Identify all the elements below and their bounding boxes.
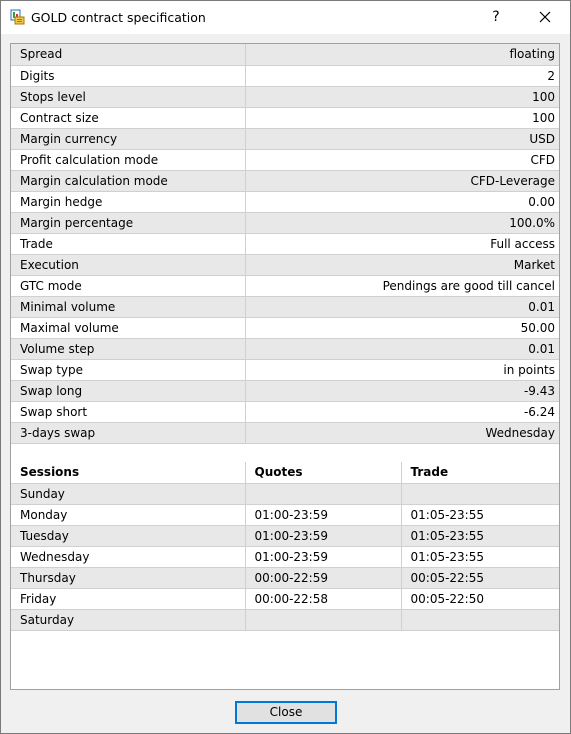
app-icon	[9, 9, 25, 25]
session-day: Monday	[11, 504, 245, 525]
spec-value: -9.43	[245, 380, 559, 401]
session-day: Tuesday	[11, 525, 245, 546]
spec-key: Stops level	[11, 86, 245, 107]
session-quotes: 01:00-23:59	[245, 546, 401, 567]
quotes-header: Quotes	[245, 462, 401, 483]
spec-value: CFD-Leverage	[245, 170, 559, 191]
specification-grid	[10, 43, 560, 690]
spec-row	[11, 275, 559, 296]
session-day: Wednesday	[11, 546, 245, 567]
title-bar	[1, 1, 570, 34]
session-trade	[401, 609, 559, 630]
spec-row	[11, 401, 559, 422]
spec-value: -6.24	[245, 401, 559, 422]
spec-key: Margin percentage	[11, 212, 245, 233]
session-row	[11, 588, 559, 609]
spec-key: Trade	[11, 233, 245, 254]
spec-key: Maximal volume	[11, 317, 245, 338]
session-row	[11, 483, 559, 504]
spec-key: Margin hedge	[11, 191, 245, 212]
session-row	[11, 525, 559, 546]
spec-value: 0.01	[245, 338, 559, 359]
help-button[interactable]: ?	[492, 9, 500, 25]
spec-key: Volume step	[11, 338, 245, 359]
spec-value: 100.0%	[245, 212, 559, 233]
spec-value: Pendings are good till cancel	[245, 275, 559, 296]
spec-key: Contract size	[11, 107, 245, 128]
session-quotes: 01:00-23:59	[245, 525, 401, 546]
session-quotes: 00:00-22:59	[245, 567, 401, 588]
session-trade: 01:05-23:55	[401, 504, 559, 525]
spec-key: Margin currency	[11, 128, 245, 149]
sessions-header: Sessions	[11, 462, 245, 483]
spec-value: 100	[245, 86, 559, 107]
session-quotes	[245, 483, 401, 504]
spec-value: CFD	[245, 149, 559, 170]
spec-value: 100	[245, 107, 559, 128]
session-row	[11, 504, 559, 525]
session-trade	[401, 483, 559, 504]
spec-value: 0.00	[245, 191, 559, 212]
session-row	[11, 567, 559, 588]
spec-row	[11, 191, 559, 212]
spec-row	[11, 359, 559, 380]
spec-value: 0.01	[245, 296, 559, 317]
spec-row	[11, 338, 559, 359]
spec-key: Profit calculation mode	[11, 149, 245, 170]
session-trade: 00:05-22:55	[401, 567, 559, 588]
sessions-table	[11, 462, 559, 631]
spec-key: Swap short	[11, 401, 245, 422]
spec-row	[11, 296, 559, 317]
spec-key: Spread	[11, 44, 245, 65]
spec-table	[11, 44, 559, 444]
session-row	[11, 546, 559, 567]
spec-value: 50.00	[245, 317, 559, 338]
spec-key: Minimal volume	[11, 296, 245, 317]
spec-value: USD	[245, 128, 559, 149]
spec-row	[11, 44, 559, 65]
spec-key: 3-days swap	[11, 422, 245, 443]
spec-key: Execution	[11, 254, 245, 275]
spec-row	[11, 107, 559, 128]
session-quotes	[245, 609, 401, 630]
spec-row	[11, 65, 559, 86]
spec-row	[11, 422, 559, 443]
spec-row	[11, 86, 559, 107]
session-quotes: 00:00-22:58	[245, 588, 401, 609]
spec-key: GTC mode	[11, 275, 245, 296]
spec-row	[11, 233, 559, 254]
spec-row	[11, 128, 559, 149]
spec-row	[11, 149, 559, 170]
sessions-header-row	[11, 462, 559, 483]
spec-value: 2	[245, 65, 559, 86]
session-row	[11, 609, 559, 630]
spec-row	[11, 170, 559, 191]
spec-key: Swap long	[11, 380, 245, 401]
spec-key: Digits	[11, 65, 245, 86]
session-day: Sunday	[11, 483, 245, 504]
spec-value: floating	[245, 44, 559, 65]
session-trade: 00:05-22:50	[401, 588, 559, 609]
trade-header: Trade	[401, 462, 559, 483]
spec-row	[11, 380, 559, 401]
session-trade: 01:05-23:55	[401, 546, 559, 567]
spec-key: Margin calculation mode	[11, 170, 245, 191]
spec-value: Full access	[245, 233, 559, 254]
session-day: Thursday	[11, 567, 245, 588]
spec-key: Swap type	[11, 359, 245, 380]
spec-value: in points	[245, 359, 559, 380]
session-trade: 01:05-23:55	[401, 525, 559, 546]
session-quotes: 01:00-23:59	[245, 504, 401, 525]
session-day: Friday	[11, 588, 245, 609]
spec-value: Wednesday	[245, 422, 559, 443]
window-title: GOLD contract specification	[31, 10, 206, 25]
spec-row	[11, 254, 559, 275]
spec-row	[11, 212, 559, 233]
close-icon[interactable]	[521, 1, 569, 34]
spec-value: Market	[245, 254, 559, 275]
session-day: Saturday	[11, 609, 245, 630]
spec-row	[11, 317, 559, 338]
close-button[interactable]: Close	[235, 701, 337, 724]
